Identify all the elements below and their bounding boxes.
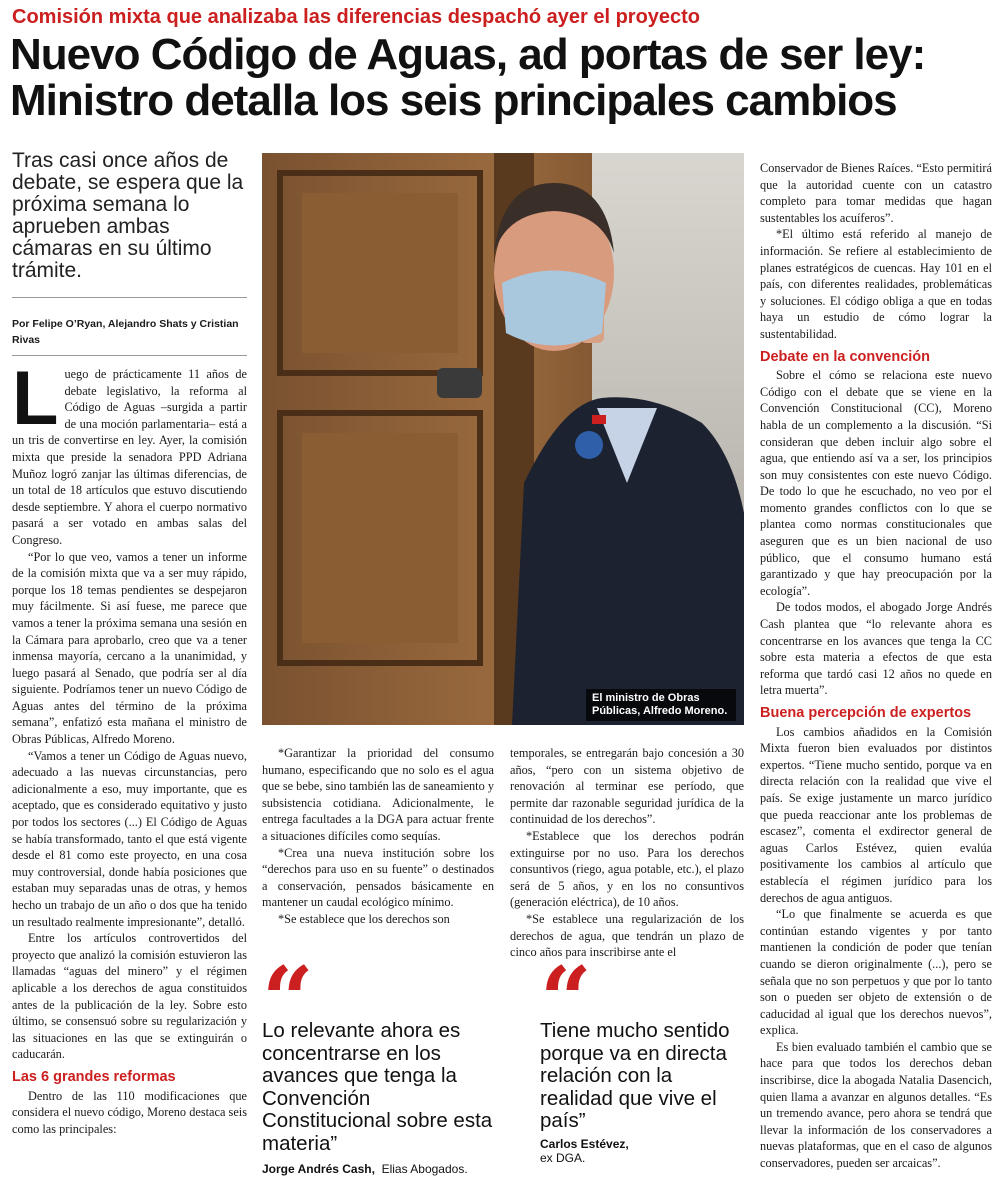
paragraph: *Crea una nueva institución sobre los “derechos para uso en su fuente” o destinados a conservación, pensados básicamente en mantener un caudal ecológico mínimo. — [262, 845, 494, 910]
paragraph: temporales, se entregarán bajo concesión a 30 años, “pero con un sistema objetivo de renovación al terminar ese período, que permite dar razonable seguridad jurídica de la continuidad de los derechos”. — [510, 746, 744, 827]
headline-line-2: Ministro detalla los seis principales cambios — [10, 76, 897, 125]
paragraph: *Se establece que los derechos son — [278, 911, 450, 926]
article-column-3 — [510, 745, 744, 961]
kicker: Comisión mixta que analizaba las diferencias despachó ayer el proyecto — [12, 6, 701, 28]
paragraph: Conservador de Bienes Raíces. “Esto permitirá que la autoridad cuente con un catastro completo para tomar medidas que hagan sustentables los acuíferos”. — [760, 161, 992, 225]
headline-line-1: Nuevo Código de Aguas, ad portas de ser ley: — [10, 30, 926, 79]
paragraph: De todos modos, el abogado Jorge Andrés Cash plantea que “lo relevante ahora es concentrarse en los avances que tenga la CC sobre esta materia a efectos de que esta reforma que tardó casi 12 años no quede en letra muerta”. — [760, 600, 992, 698]
paragraph: “Lo que finalmente se acuerda es que continúan estando vigentes y por tanto mantienen la condición de poder que tenían cuando se dieron originalmente (...), pero se señala que no son perpetuos y que por lo tanto son o pueden ser objeto de extensión o de caducidad al igual que los derechos nuevos”, explica. — [760, 907, 992, 1038]
drop-cap: L — [12, 356, 59, 441]
paragraph: Sobre el cómo se relaciona este nuevo Código con el debate que se viene en la Convención Constitucional (CC), Moreno habla de un complemento a la discusión. “Si consideran que deben incluir algo sobre el agua, que entiendo así va a ser, los principios son muy consistentes con este nuevo Código. De todo lo que he escuchado, no veo por el momento grandes conflictos con lo que se plantea como normas constitucionales que aseguren que es un bien nacional de uso público, que el consumo humano está garantizado y que hay preocupación por la ecología”. — [760, 368, 992, 598]
photo-illustration — [262, 153, 744, 725]
paragraph: Luego de prácticamente 11 años de debate legislativo, la reforma al Código de Aguas –surgida a partir de una moción parlamentaria– está a un tris de convertirse en ley. Ayer, la comisión mixta que preside la senadora PPD Adriana Muñoz logró zanjar las últimas diferencias, de un total de 18 artículos que estuvo discutiendo desde septiembre. Y ahora el cuerpo normativo pasará a ser votado en ambas salas del Congreso. — [12, 356, 247, 547]
pull-quote — [262, 947, 502, 1185]
paragraph: *Se establece una regularización de los derechos de agua, que tendrán un plazo de cinco años para inscribirse ante el — [510, 911, 744, 960]
quote-mark-icon: “ — [262, 947, 314, 1053]
paragraph: Dentro de las 110 modificaciones que considera el nuevo código, Moreno destaca seis como las principales: — [12, 1088, 247, 1136]
quote-attribution: Carlos Estévez, ex DGA. — [540, 1137, 629, 1165]
quote-attribution: Jorge Andrés Cash, Elias Abogados. — [262, 1162, 468, 1176]
pull-quote — [540, 947, 740, 1185]
article-column-2 — [262, 745, 494, 928]
divider — [12, 297, 247, 298]
section-heading: Buena percepción de expertos — [760, 705, 972, 721]
quote-mark-icon: “ — [540, 947, 592, 1053]
paragraph: *Establece que los derechos podrán extinguirse por no uso. Para los derechos consuntivos (riego, agua potable, etc.), el plazo será de 5 años, y en los no consuntivos (generación eléctrica), de 10 años. — [510, 828, 744, 910]
paragraph: *El último está referido al manejo de información. Se refiere al establecimiento de planes estratégicos de cuencas. Hay 101 en el país, con diferentes realidades, problemáticas y soluciones. El código obliga a que en todas haya un estudio de cómo lograr la sustentabilidad. — [760, 227, 992, 341]
headline — [10, 32, 995, 124]
paragraph: Entre los artículos controvertidos del proyecto que analizó la comisión estuvieron las llamadas “aguas del minero” y el régimen aplicable a los derechos de agua constituidos antes de la publicación de la ley. Sobre esto último, se consensuó sobre su regularización y las situaciones en las que se extinguirán o caducarán. — [12, 931, 247, 1062]
paragraph: Es bien evaluado también el cambio que se hace para que todos los derechos deban inscribirse, dice la abogada Natalia Dasencich, quien llama a avanzar en algunos detalles. “Es un tremendo avance, pero ahora se tendrá que llevar la información de los conservadores a nuevas plataformas, que en el caso de algunos conservadores, pueden ser arcaicas”. — [760, 1039, 992, 1171]
paragraph: “Vamos a tener un Código de Aguas nuevo, adecuado a las nuevas circunstancias, pero adicionalmente a eso, muy importante, que es aceptado, que es considerado equitativo y justo por todos los sectores (...) El Código de Aguas se había transformado, tanto el que está vigente desde el 81 como este proyecto, en una cosa muy controversial, donde había posiciones que estaban muy separadas unas de otras, y hemos hecho un trabajo de un año o dos que ha tenido un resultado realmente impresionante”, detalló. — [12, 748, 247, 929]
article-column-1 — [12, 356, 247, 1137]
photo-minister — [262, 153, 744, 725]
paragraph: *Garantizar la prioridad del consumo humano, especificando que no solo es el agua que se bebe, sino también las de saneamiento y subsistencia cotidiana. Adicionalmente, le entrega facultades a la DGA para actuar frente a situaciones difíciles como sequías. — [262, 746, 494, 843]
paragraph: “Por lo que veo, vamos a tener un informe de la comisión mixta que va a ser muy rápido, porque los 18 temas pendientes se despejaron muy fácilmente. Si así fuese, me parece que vamos a tener la próxima semana una sesión en la Cámara para aprobarlo, creo que va a tener inmensa mayoría, cercano a la unanimidad, y luego pasará al Senado, que podría ser al día siguiente. Podríamos tener un nuevo Código de Aguas antes del término de la próxima semana”, enfatizó esta mañana el ministro de Obras Públicas, Alfredo Moreno. — [12, 549, 247, 747]
lede: Tras casi once años de debate, se espera que la próxima semana lo aprueben ambas cámaras en su último trámite. — [12, 149, 244, 282]
article-column-4 — [760, 160, 992, 1172]
quote-text: Tiene mucho sentido porque va en directa relación con la realidad que vive el país” — [540, 1019, 730, 1132]
paragraph: Los cambios añadidos en la Comisión Mixta fueron bien evaluados por distintos expertos. “Tiene mucho sentido, porque va en directa relación con la realidad que vive el país. Se exige justamente un marco jurídico que pueda reaccionar ante los problemas de escasez”, comenta el exdirector general de aguas Carlos Estévez, quien evalúa positivamente los cambios al artículo que establecía el régimen jurídico para los derechos de agua antiguos. — [760, 724, 992, 905]
quote-text: Lo relevante ahora es concentrarse en los avances que tenga la Convención Constitucional sobre esta materia” — [262, 1019, 493, 1155]
section-heading: Debate en la convención — [760, 348, 931, 365]
byline: Por Felipe O’Ryan, Alejandro Shats y Cristian Rivas — [12, 318, 239, 346]
section-heading: Las 6 grandes reformas — [12, 1068, 176, 1085]
photo-caption: El ministro de Obras Públicas, Alfredo Moreno. — [586, 689, 736, 721]
